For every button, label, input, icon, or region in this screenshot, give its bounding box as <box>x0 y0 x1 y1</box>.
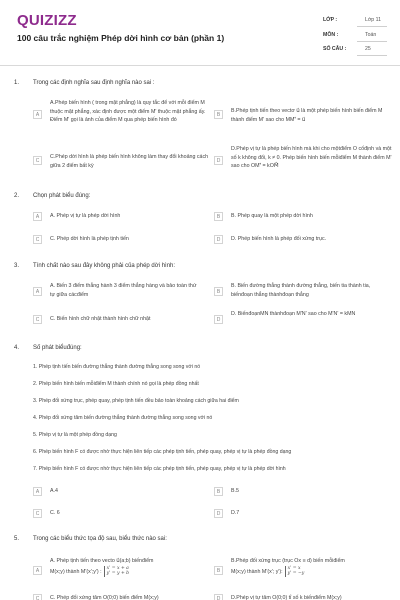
statement-item: 2. Phép biến hình biến mỗiđiểm M thành chính nó gọi là phép đồng nhất <box>33 381 199 387</box>
option-text: D.Phép vị tự là phép biến hình mà khi cho mộtđiểm O cốđịnh và một số k không đổi, k ≠ 0. Phép biến hình biến mỗiđiểm M thành điểm M' sao cho OM'⃗ = kOM⃗ <box>231 146 392 169</box>
option-letter: A <box>33 212 42 221</box>
option-letter: A <box>33 566 42 575</box>
option-text: C. Phép đối xứng tâm O(0;0) biến điểm M(x;y) <box>50 595 159 600</box>
option-text: D.Phép vị tự tâm O(0;0) tỉ số k biếnđiểm M(x;y) <box>231 595 342 600</box>
statement-item: 7. Phép biến hình F có được nhờ thực hiện liên tiếp các phép tịnh tiến, phép quay, phép vị tự là phép dời hình <box>33 466 286 472</box>
equation-system <box>104 566 129 577</box>
option-line: A. Phép tịnh tiến theo vecto u⃗(a;b) biếnđiểm <box>50 558 154 564</box>
option-letter: C <box>33 315 42 324</box>
equation-line: y' = y + b <box>106 571 130 576</box>
option-letter: C <box>33 594 42 600</box>
quizizz-logo: QUIZIZZ <box>17 12 77 29</box>
option-letter: B <box>214 110 223 119</box>
equation-line: x' = x <box>287 565 301 571</box>
count-label: SỐ CÂU : <box>323 46 347 52</box>
option-text: B. Phép quay là một phép dời hình <box>231 213 313 219</box>
option-text: D. Phép biến hình là phép đối xứng trục. <box>231 236 327 242</box>
option-text: A.Phép biến hình ( trong mặt phẳng) là quy tắc để với mỗi điểm M thuộc mặt phẳng, xác định được một điểm M' thuộc mặt phẳng ấy. Điểm M' gọi là ảnh của điểm M qua phép biến hình đó <box>50 100 206 123</box>
option-text: B.Phép tịnh tiến theo vectơ u⃗ là một phép biến hình biến điểm M thành điểm M' sao cho MM'⃗ = u⃗ <box>231 108 383 123</box>
option-letter: D <box>214 509 223 518</box>
option-text: B.5 <box>231 488 239 494</box>
option-letter: C <box>33 235 42 244</box>
question-number: 1. <box>14 80 20 86</box>
option-letter: A <box>33 110 42 119</box>
question-number: 4. <box>14 345 20 351</box>
option-line <box>231 566 391 577</box>
statement-item: 4. Phép đối xứng tâm biến đường thẳng thành đường thẳng song song với nó <box>33 415 213 421</box>
option-text <box>231 557 391 577</box>
option-text: A. Biến 3 điểm thẳng hành 3 điểm thẳng hàng và bảo toàn thứ tự giữa cácđiểm <box>50 283 197 298</box>
option-letter: B <box>214 287 223 296</box>
statement-item: 3. Phép đối xứng trục, phép quay, phép tịnh tiến đều bảo toàn khoảng cách giữa hai điểm <box>33 398 239 404</box>
option-text: C. 6 <box>50 510 60 516</box>
statement-item: 1. Phép tịnh tiến biến đường thẳng thành đường thẳng song song với nó <box>33 364 201 370</box>
page-title: 100 câu trắc nghiệm Phép dời hình cơ bản (phần 1) <box>17 33 225 43</box>
option-letter: D <box>214 235 223 244</box>
question-text: Tính chất nào sau đây không phải của phép dời hình: <box>33 263 176 269</box>
count-meta <box>323 46 371 52</box>
option-line-text: M(x;y) thành M'(x';y') : <box>50 568 102 575</box>
question-number: 2. <box>14 193 20 199</box>
option-line: B.Phép đối xứng trục (trục Ox ≡ d) biến mỗiđiểm <box>231 558 345 564</box>
option-text: D.7 <box>231 510 240 516</box>
option-text: C. Biến hình chữ nhật thành hình chữ nhật <box>50 316 151 322</box>
option-letter: B <box>214 566 223 575</box>
statement-item: 6. Phép biến hình F có được nhờ thực hiện liên tiếp các phép tịnh tiến, phép quay, phép vị tự là phép đồng dạng <box>33 449 292 455</box>
option-text: A. Phép vị tự là phép dời hình <box>50 213 121 219</box>
equation-line: y' = −y <box>287 571 305 576</box>
option-text <box>50 557 210 577</box>
option-text: C. Phép dời hình là phép tịnh tiến <box>50 236 129 242</box>
question-number: 5. <box>14 536 20 542</box>
class-label: LỚP : <box>323 17 338 23</box>
option-line-text: M(x;y) thành M'(x'; y'): <box>231 568 283 575</box>
class-value: Lớp 11 <box>365 17 381 23</box>
option-letter: D <box>214 594 223 600</box>
count-underline <box>357 55 387 56</box>
question-text: Số phát biểuđúng: <box>33 345 82 351</box>
subject-value: Toán <box>365 32 377 38</box>
worksheet-header <box>0 0 400 66</box>
subject-underline <box>357 41 387 42</box>
question-text: Chọn phát biểu đúng: <box>33 193 91 199</box>
option-letter: B <box>214 212 223 221</box>
class-underline <box>357 26 387 27</box>
question-text: Trong các biểu thức tọa độ sau, biểu thức nào sai: <box>33 536 167 542</box>
option-text: D. BiếnđoạnMN thànhđoạn M'N' sao cho M'N' = kMN <box>231 311 356 317</box>
option-letter: A <box>33 287 42 296</box>
equation-system <box>285 566 305 577</box>
subject-meta <box>323 32 377 38</box>
option-text: B. Biến đường thẳng thành đường thẳng, biến tia thành tia, biếnđoạn thẳng thànhđoạn thẳng <box>231 283 371 298</box>
question-number: 3. <box>14 263 20 269</box>
option-letter: B <box>214 487 223 496</box>
option-letter: A <box>33 487 42 496</box>
option-text: C.Phép dời hình là phép biến hình không làm thay đổi khoảng cách giữa 2 điểm bất kỳ <box>50 154 209 169</box>
subject-label: MÔN : <box>323 32 339 38</box>
option-letter: C <box>33 509 42 518</box>
count-value: 25 <box>365 46 371 52</box>
option-line <box>50 566 210 577</box>
statement-item: 5. Phép vị tự là một phép đồng dạng <box>33 432 117 438</box>
option-letter: D <box>214 315 223 324</box>
option-letter: D <box>214 156 223 165</box>
option-letter: C <box>33 156 42 165</box>
equation-line: x' = x + a <box>106 565 129 571</box>
option-text: A.4 <box>50 488 58 494</box>
question-text: Trong các định nghĩa sau định nghĩa nào sai : <box>33 80 155 86</box>
class-meta <box>323 17 381 23</box>
